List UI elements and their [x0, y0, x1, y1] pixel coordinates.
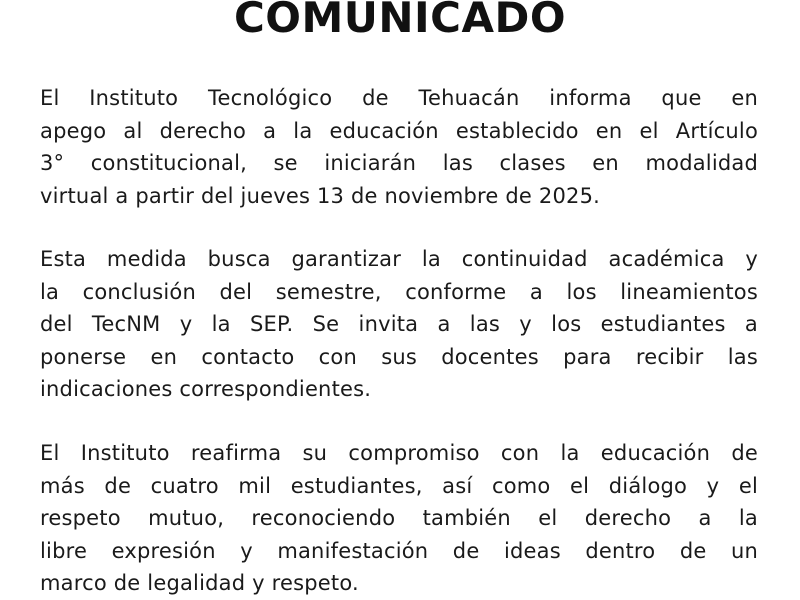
page-title: COMUNICADO [233, 0, 567, 42]
text-line: del TecNM y la SEP. Se invita a las y los estudiantes a [40, 312, 758, 336]
text-line: ponerse en contacto con sus docentes para recibir las [40, 344, 758, 369]
text-line: 3° constitucional, se iniciarán las clases en modalidad [40, 151, 758, 175]
text-line: Esta medida busca garantizar la continuidad académica y [40, 247, 758, 271]
text-line: más de cuatro mil estudiantes, así como el diálogo y el [40, 473, 758, 498]
paragraph-announcement [40, 82, 758, 212]
text-line: indicaciones correspondientes. [40, 377, 372, 401]
text-line: marco de legalidad y respeto. [40, 571, 359, 595]
text-line: El Instituto reafirma su compromiso con la educación de [40, 441, 758, 465]
text-line: virtual a partir del jueves 13 de noviembre de 2025. [40, 183, 601, 208]
paragraph-measure [40, 243, 758, 406]
text-line: apego al derecho a la educación establecido en el Artículo [40, 118, 758, 143]
paragraph-commitment [40, 437, 758, 600]
text-line: respeto mutuo, reconociendo también el derecho a la [40, 506, 758, 530]
text-line: la conclusión del semestre, conforme a los lineamientos [40, 279, 758, 304]
text-line: El Instituto Tecnológico de Tehuacán informa que en [40, 86, 758, 110]
text-line: libre expresión y manifestación de ideas dentro de un [40, 538, 758, 563]
